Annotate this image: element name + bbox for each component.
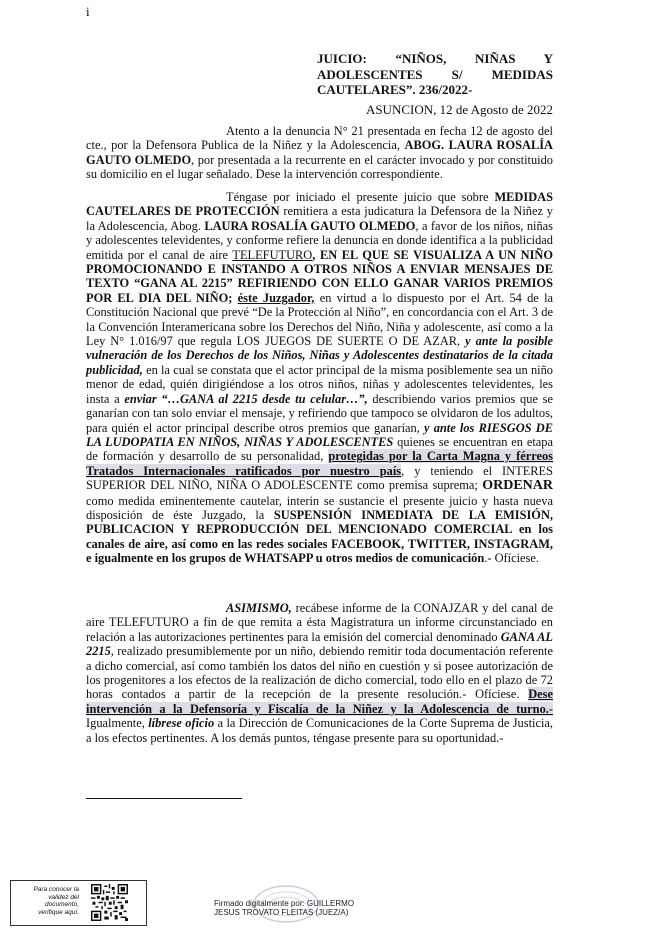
caption-line-2: ADOLESCENTES S/ MEDIDAS	[317, 66, 553, 82]
p3-text-2: , realizado presumiblemente por un niño, debiendo remitir toda documentación referente a dicho comercial, así como también los datos del niño en cuestión y si posee autorización de los progenitores a los efectos de la realización de dicho comercial, todo ello en el plazo de 72 horas contados a partir de la recepción de la presente resolución.- Ofíciese.	[86, 644, 553, 702]
verify-line-4: verifique aquí.	[38, 908, 79, 916]
p2-text-10: .- Ofíciese.	[484, 551, 539, 566]
document-date: ASUNCION, 12 de Agosto de 2022	[365, 102, 553, 117]
p3-text-4: a la Dirección de Comunicaciones de la Corte Suprema de Justicia, a los efectos pertinentes. A los demás puntos, téngase presente para su oportunidad.-	[86, 716, 553, 745]
verification-box[interactable]	[10, 880, 147, 926]
p2-suspension: SUSPENSIÓN INMEDIATA DE LA EMISIÓN, PUBLICACION Y REPRODUCCIÓN DEL MENCIONADO COMERCIAL en los canales de aire, así como en las redes sociales FACEBOOK, TWITTER, INSTAGRAM, e igualmente en los grupos de WHATSAPP u otros medios de comunicación	[86, 507, 553, 566]
p2-enviar: enviar “…GANA al 2215 desde tu celular…”,	[124, 391, 368, 406]
p2-text-6: describiendo varios premios que se ganarían con tan solo enviar el mensaje, y refiriendo que tampoco se olvidaron de los adultos, para quién el actor principal describe otros premios que ganarían,	[86, 391, 553, 435]
digital-signature	[214, 899, 354, 917]
p3-text-3: Igualmente,	[86, 716, 149, 731]
p1-text-1: Atento a la denuncia N° 21 presentada en fecha 12 de agosto del cte., por la Defensora Publica de la Niñez y la Adolescencia,	[86, 124, 553, 153]
p3-intervencion: Dese intervención a la Defensoría y Fiscalía de la Niñez y la Adolescencia de turno.-	[86, 687, 553, 716]
verify-line-1: Para conocer la	[33, 886, 79, 893]
p2-ludopatia: y ante los RIESGOS DE LA LUDOPATIA EN NIÑOS, NIÑAS Y ADOLESCENTES	[86, 420, 553, 449]
p2-telefuturo: TELEFUTURO	[232, 247, 313, 262]
paragraph-1	[86, 124, 553, 182]
qr-code-icon[interactable]	[91, 884, 128, 921]
p2-medidas: MEDIDAS CAUTELARES DE PROTECCIÓN	[86, 190, 553, 219]
p1-text-2: , por presentada a la recurrente en el carácter invocado y por constituido su domicilio en el lugar señalado. Dese la intervención correspondiente.	[86, 152, 553, 182]
verification-text	[13, 886, 79, 916]
p2-vulneracion: y ante la posible vulneración de los Derechos de los Niños, Niñas y Adolescentes destinatarios de la citada publicidad,	[86, 334, 553, 377]
paragraph-2	[86, 190, 553, 566]
p3-asimismo: ASIMISMO,	[226, 601, 292, 615]
p2-carta-magna: protegidas por la Carta Magna y férreos Tratados Internacionales ratificados por nuestro país	[86, 449, 554, 478]
caption-line-3: CAUTELARES”. 236/2022-	[317, 82, 473, 97]
signature-line-2: JESUS TROVATO FLEITAS (JUEZ/A)	[214, 908, 349, 917]
case-caption	[317, 51, 553, 98]
p3-gana: GANA AL 2215	[86, 629, 553, 659]
p3-text-1: recábese informe de la CONAJZAR y del canal de aire TELEFUTURO a fin de que remita a ésta Magistratura un informe circunstanciado en relación a las autorizaciones pertinentes para la emisión del comercial denominado	[86, 601, 553, 644]
caption-line-1: JUICIO: “NIÑOS, NIÑAS Y	[317, 51, 553, 66]
p2-text-4: en virtud a lo dispuesto por el Art. 54 de la Constitución Nacional que prevé “De la Protección al Niño”, en concordancia con el Art. 3 de la Convención Interamericana sobre los Derechos del Niño, Niña y adolescente, así como a la Ley N° 1.016/97 que regula LOS JUEGOS DE SUERTE O DE AZAR,	[86, 290, 554, 349]
verify-line-2: validez del	[48, 893, 79, 901]
p2-text-7: quienes se encuentran en etapa de formación y desarrollo de su personalidad,	[86, 434, 553, 464]
p2-ordenar: ORDENAR	[482, 478, 553, 494]
p3-librese: líbrese oficio	[148, 716, 215, 731]
page-mark: i	[86, 4, 90, 19]
p2-juzgador: éste Juzgador,	[237, 290, 315, 305]
signature-line	[86, 798, 242, 799]
signature-line-1: Firmado digitalmente por: GUILLERMO	[214, 899, 355, 908]
p2-text-9: como medida eminentemente cautelar, interin se sustancie el presente juicio y hasta nueva disposición de éste Juzgado, la	[86, 493, 553, 522]
verify-line-3: documento,	[45, 901, 79, 908]
p1-defensora-name: ABOG. LAURA ROSALÍA GAUTO OLMEDO	[86, 138, 553, 167]
p2-text-8: , y teniendo el INTERES SUPERIOR DEL NIÑO, NIÑA O ADOLESCENTE como premisa suprema;	[86, 463, 553, 493]
p2-visualiza: , EN EL QUE SE VISUALIZA A UN NIÑO PROMOCIONANDO E INSTANDO A OTROS NIÑOS A ENVIAR MENSAJES DE TEXTO “GANA AL 2215” REFIRIENDO CON ELLO GANAR VARIOS PREMIOS POR EL DIA DEL NIÑO;	[86, 247, 553, 305]
p2-defensora-name: LAURA ROSALÍA GAUTO OLMEDO	[204, 218, 416, 233]
p2-text-2: remitiera a esta judicatura la Defensora de la Niñez y la Adolescencia, Abog.	[86, 204, 553, 233]
p2-text-1: Téngase por iniciado el presente juicio que sobre	[226, 190, 495, 204]
paragraph-3	[86, 601, 553, 745]
p2-text-3: , a favor de los niños, niñas y adolescentes televidentes, y conforme refiere la denuncia en donde identifica a la publicidad emitida por el canal de aire	[86, 218, 553, 262]
p2-text-5: en la cual se constata que el actor principal de la misma posiblemente sea un niño menor de edad, quién dirigiéndose a los otros niños, niñas y adolescentes televidentes, les insta a	[86, 362, 553, 406]
